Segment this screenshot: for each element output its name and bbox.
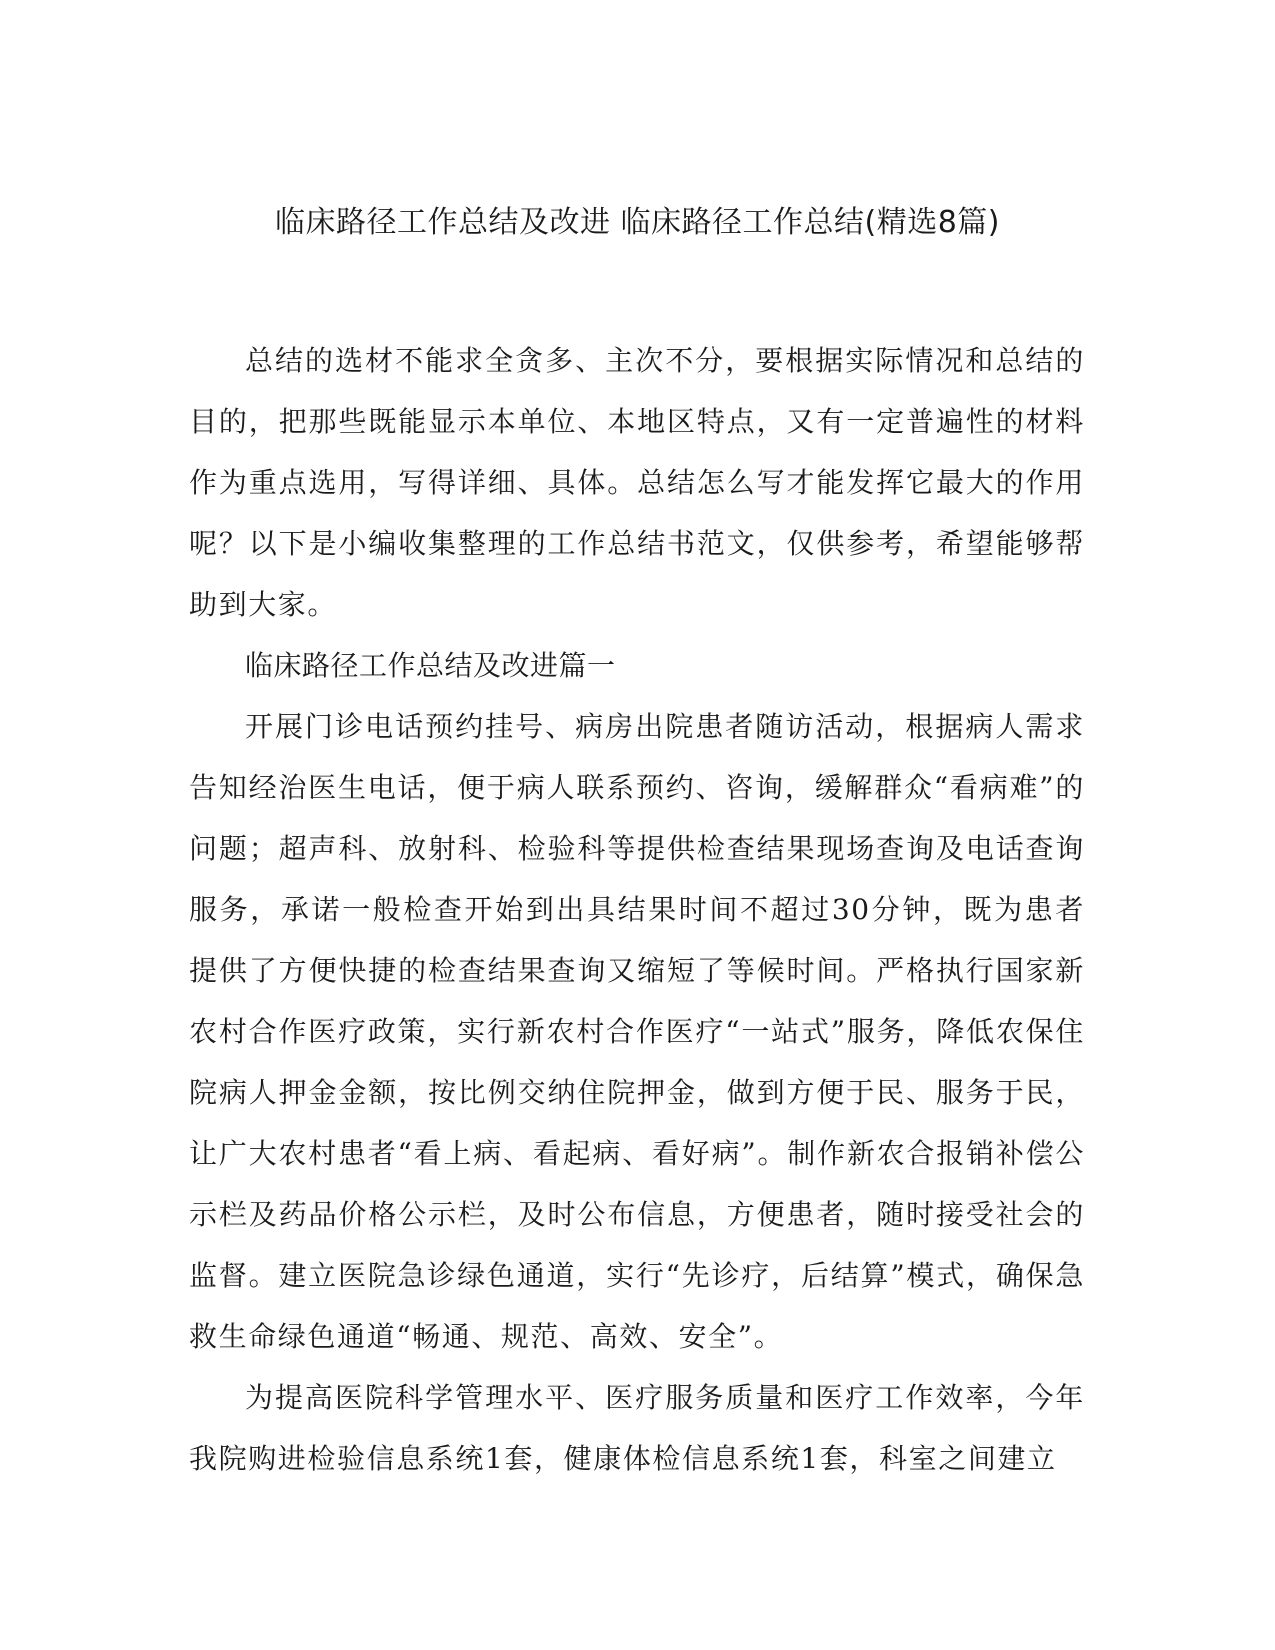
document-body: [189, 330, 1085, 1489]
intro-paragraph: 总结的选材不能求全贪多、主次不分，要根据实际情况和总结的目的，把那些既能显示本单位、本地区特点，又有一定普遍性的材料作为重点选用，写得详细、具体。总结怎么写才能发挥它最大的作用呢？以下是小编收集整理的工作总结书范文，仅供参考，希望能够帮助到大家。: [189, 344, 1085, 621]
section-heading: 临床路径工作总结及改进篇一: [245, 649, 616, 682]
body-paragraph-management: 为提高医院科学管理水平、医疗服务质量和医疗工作效率，今年我院购进检验信息系统1套，健康体检信息系统1套，科室之间建立: [189, 1381, 1085, 1475]
body-paragraph-services: 开展门诊电话预约挂号、病房出院患者随访活动，根据病人需求告知经治医生电话，便于病人联系预约、咨询，缓解群众“看病难”的问题；超声科、放射科、检验科等提供检查结果现场查询及电话查询服务，承诺一般检查开始到出具结果时间不超过30分钟，既为患者提供了方便快捷的检查结果查询又缩短了等候时间。严格执行国家新农村合作医疗政策，实行新农村合作医疗“一站式”服务，降低农保住院病人押金金额，按比例交纳住院押金，做到方便于民、服务于民，让广大农村患者“看上病、看起病、看好病”。制作新农合报销补偿公示栏及药品价格公示栏，及时公布信息，方便患者，随时接受社会的监督。建立医院急诊绿色通道，实行“先诊疗，后结算”模式，确保急救生命绿色通道“畅通、规范、高效、安全”。: [189, 710, 1085, 1353]
document-title: 临床路径工作总结及改进 临床路径工作总结(精选8篇): [274, 205, 1001, 240]
